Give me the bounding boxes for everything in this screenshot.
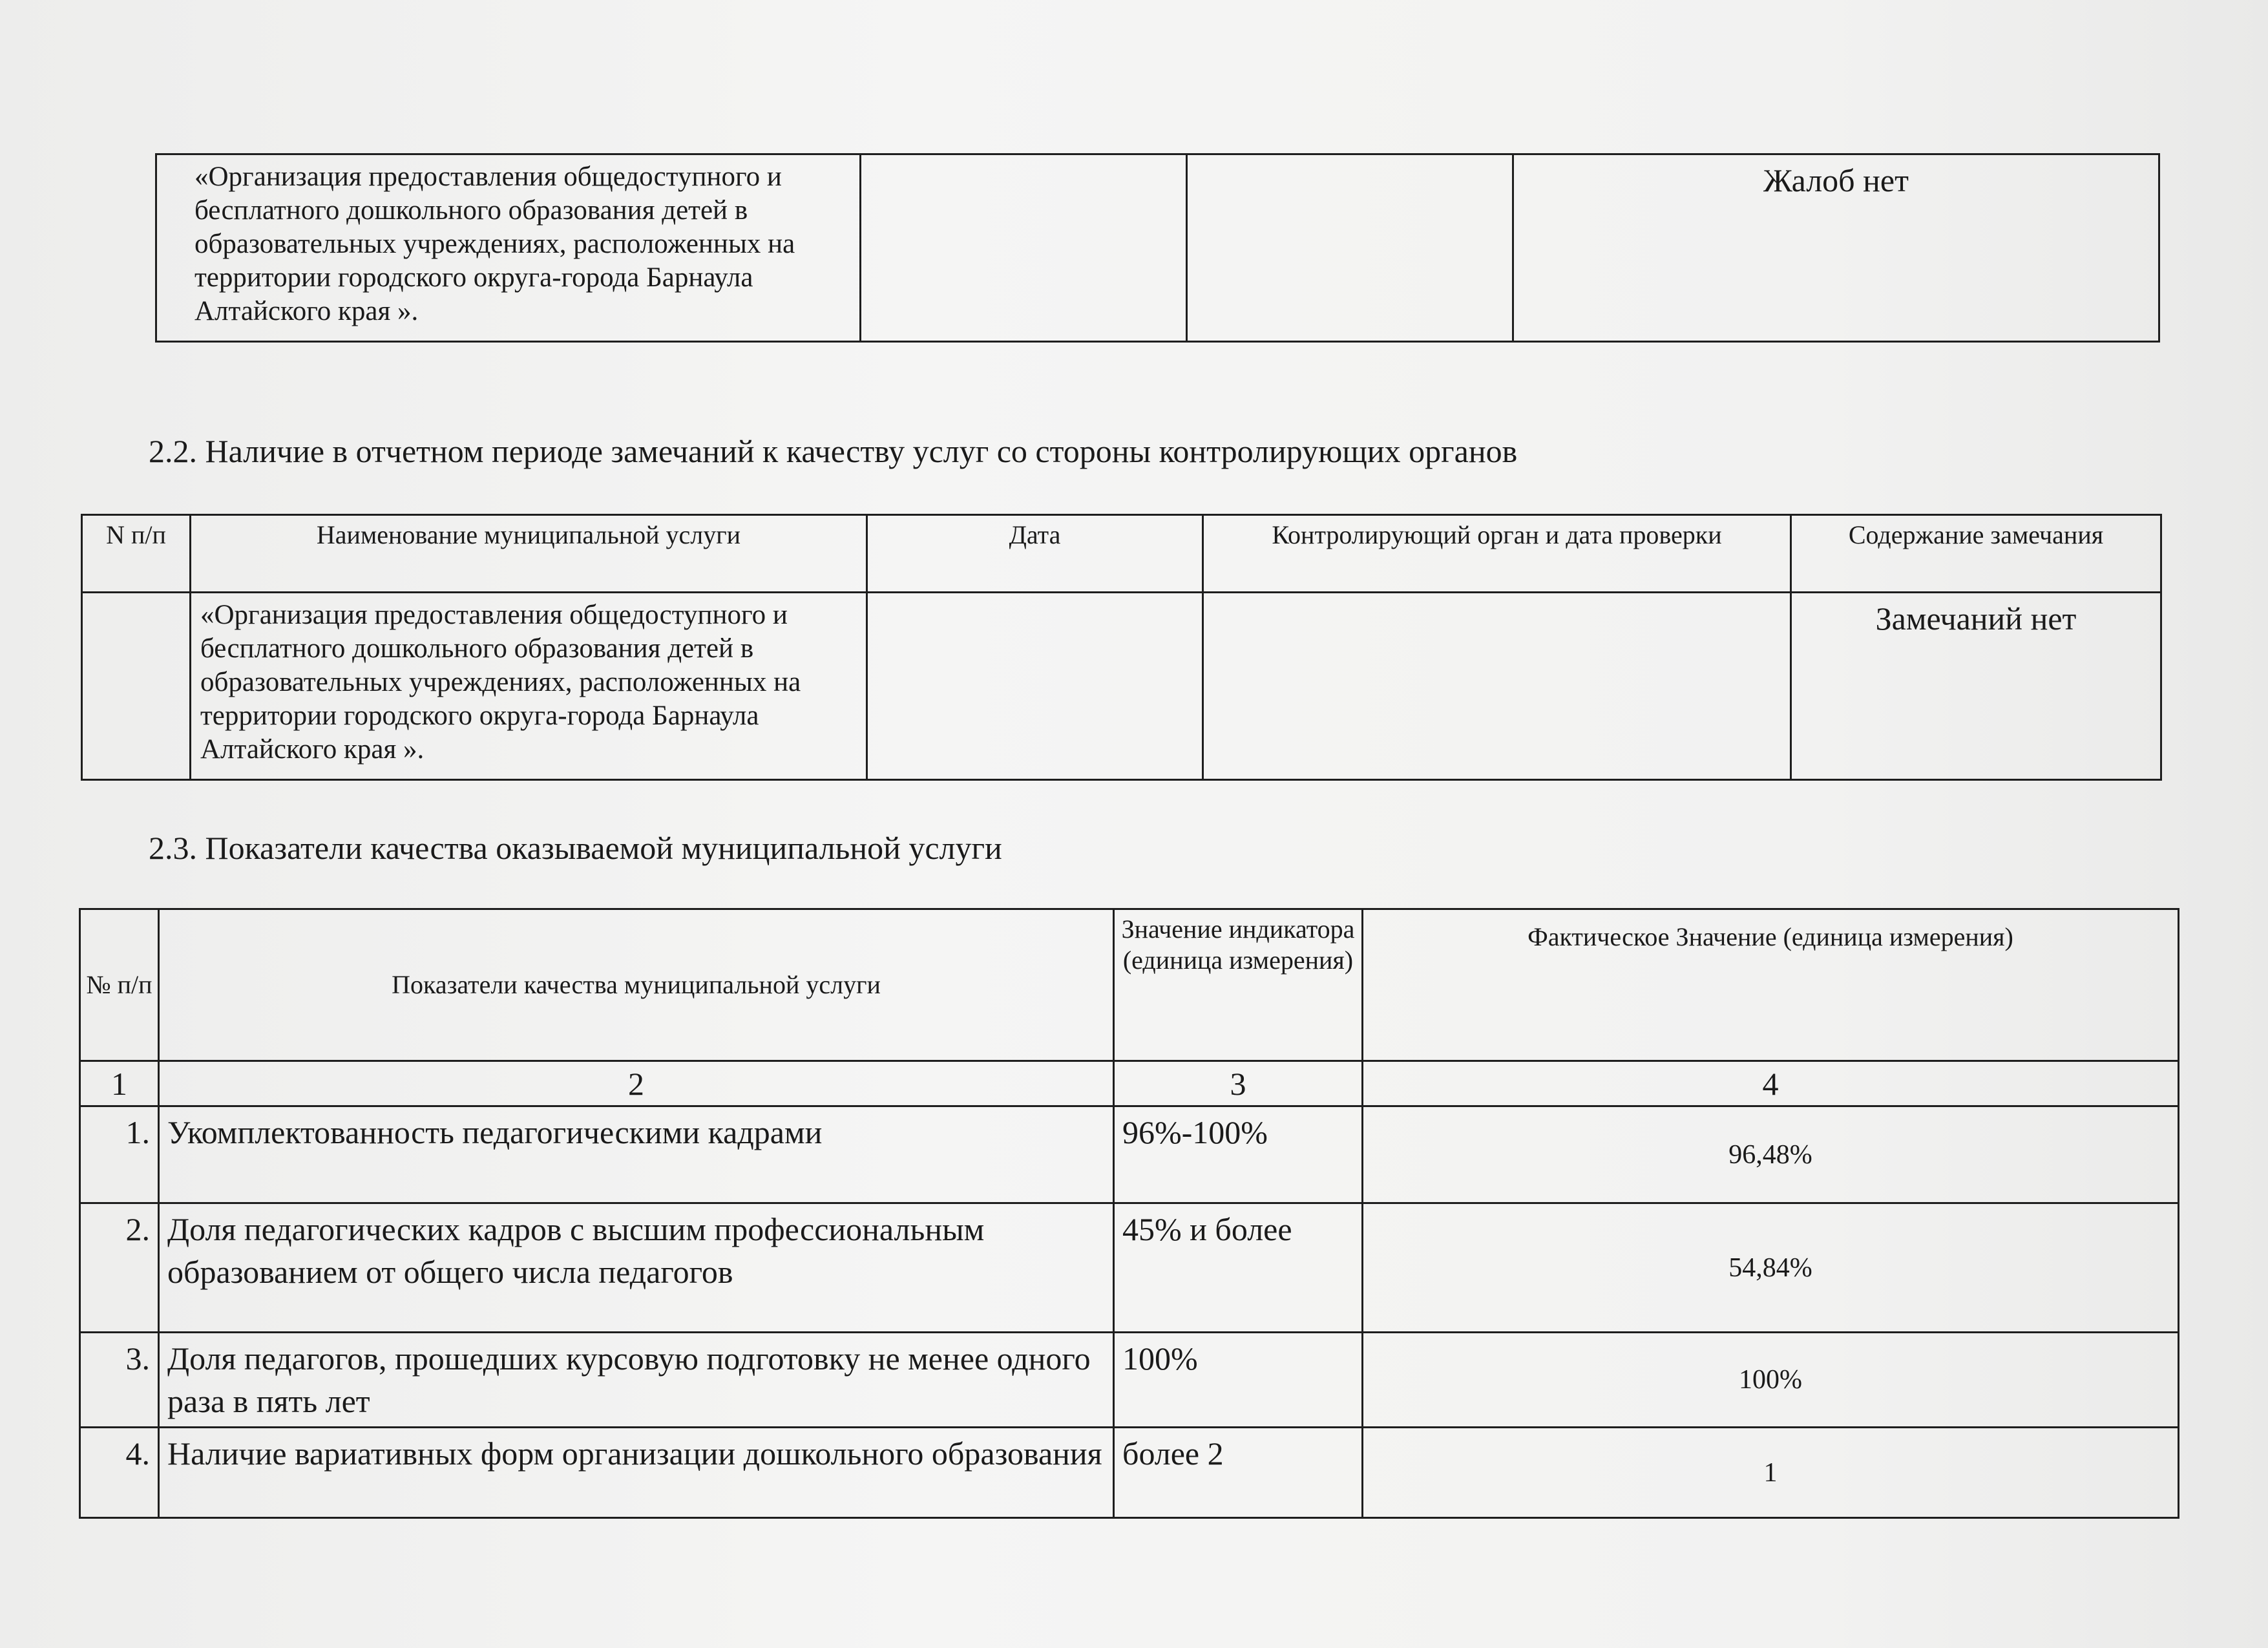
column-number: 3 <box>1114 1061 1363 1106</box>
complaints-table <box>155 153 2160 343</box>
service-name-cell <box>156 154 861 342</box>
target-value: 100% <box>1114 1333 1363 1428</box>
remarks-table <box>81 514 2162 781</box>
empty-cell <box>82 593 191 780</box>
column-numbers-row <box>80 1061 2179 1106</box>
quality-indicators-table <box>79 908 2179 1519</box>
indicator-name: Укомплектованность педагогическими кадрами <box>159 1106 1114 1203</box>
actual-value: 1 <box>1363 1428 2179 1518</box>
actual-value: 100% <box>1363 1333 2179 1428</box>
header-controller: Контролирующий орган и дата проверки <box>1203 515 1791 593</box>
target-value: 45% и более <box>1114 1203 1363 1333</box>
target-value: 96%-100% <box>1114 1106 1363 1203</box>
service-name-text: «Организация предоставления общедоступного и бесплатного дошкольного образования детей в образовательных учреждениях, расположенных на территории городского округа-города Барнаула Алтайского края ». <box>194 162 795 326</box>
table-header-row <box>80 909 2179 1061</box>
column-number: 2 <box>159 1061 1114 1106</box>
table-row <box>80 1106 2179 1203</box>
header-service-name: Наименование муниципальной услуги <box>191 515 867 593</box>
indicator-name: Доля педагогов, прошедших курсовую подготовку не менее одного раза в пять лет <box>159 1333 1114 1428</box>
indicator-name: Наличие вариативных форм организации дошкольного образования <box>159 1428 1114 1518</box>
header-date: Дата <box>867 515 1203 593</box>
header-num: № п/п <box>80 909 159 1061</box>
row-number: 2. <box>80 1203 159 1333</box>
service-name-cell: «Организация предоставления общедоступного и бесплатного дошкольного образования детей в образовательных учреждениях, расположенных на территории городского округа-города Барнаула Алтайского края ». <box>191 593 867 780</box>
table-header-row <box>82 515 2161 593</box>
row-number: 1. <box>80 1106 159 1203</box>
table-row <box>82 593 2161 780</box>
header-indicator: Показатели качества муниципальной услуги <box>159 909 1114 1061</box>
empty-cell <box>867 593 1203 780</box>
empty-cell <box>1187 154 1513 342</box>
header-num: N п/п <box>82 515 191 593</box>
header-actual-value: Фактическое Значение (единица измерения) <box>1363 909 2179 1061</box>
table-row <box>80 1428 2179 1518</box>
actual-value: 54,84% <box>1363 1203 2179 1333</box>
indicator-name: Доля педагогических кадров с высшим профессиональным образованием от общего числа педагогов <box>159 1203 1114 1333</box>
row-number: 3. <box>80 1333 159 1428</box>
section-2-2-heading: 2.2. Наличие в отчетном периоде замечаний к качеству услуг со стороны контролирующих органов <box>149 433 1518 469</box>
empty-cell <box>861 154 1187 342</box>
empty-cell <box>1203 593 1791 780</box>
actual-value: 96,48% <box>1363 1106 2179 1203</box>
header-remark-content: Содержание замечания <box>1791 515 2161 593</box>
complaints-cell <box>1513 154 2159 342</box>
remarks-cell: Замечаний нет <box>1791 593 2161 780</box>
row-number: 4. <box>80 1428 159 1518</box>
section-2-3-heading: 2.3. Показатели качества оказываемой муниципальной услуги <box>149 830 1002 866</box>
complaints-text: Жалоб нет <box>1763 162 1909 198</box>
table-row <box>156 154 2159 342</box>
table-row <box>80 1333 2179 1428</box>
column-number: 4 <box>1363 1061 2179 1106</box>
header-target-value: Значение индикатора (единица измерения) <box>1114 909 1363 1061</box>
target-value: более 2 <box>1114 1428 1363 1518</box>
table-row <box>80 1203 2179 1333</box>
column-number: 1 <box>80 1061 159 1106</box>
